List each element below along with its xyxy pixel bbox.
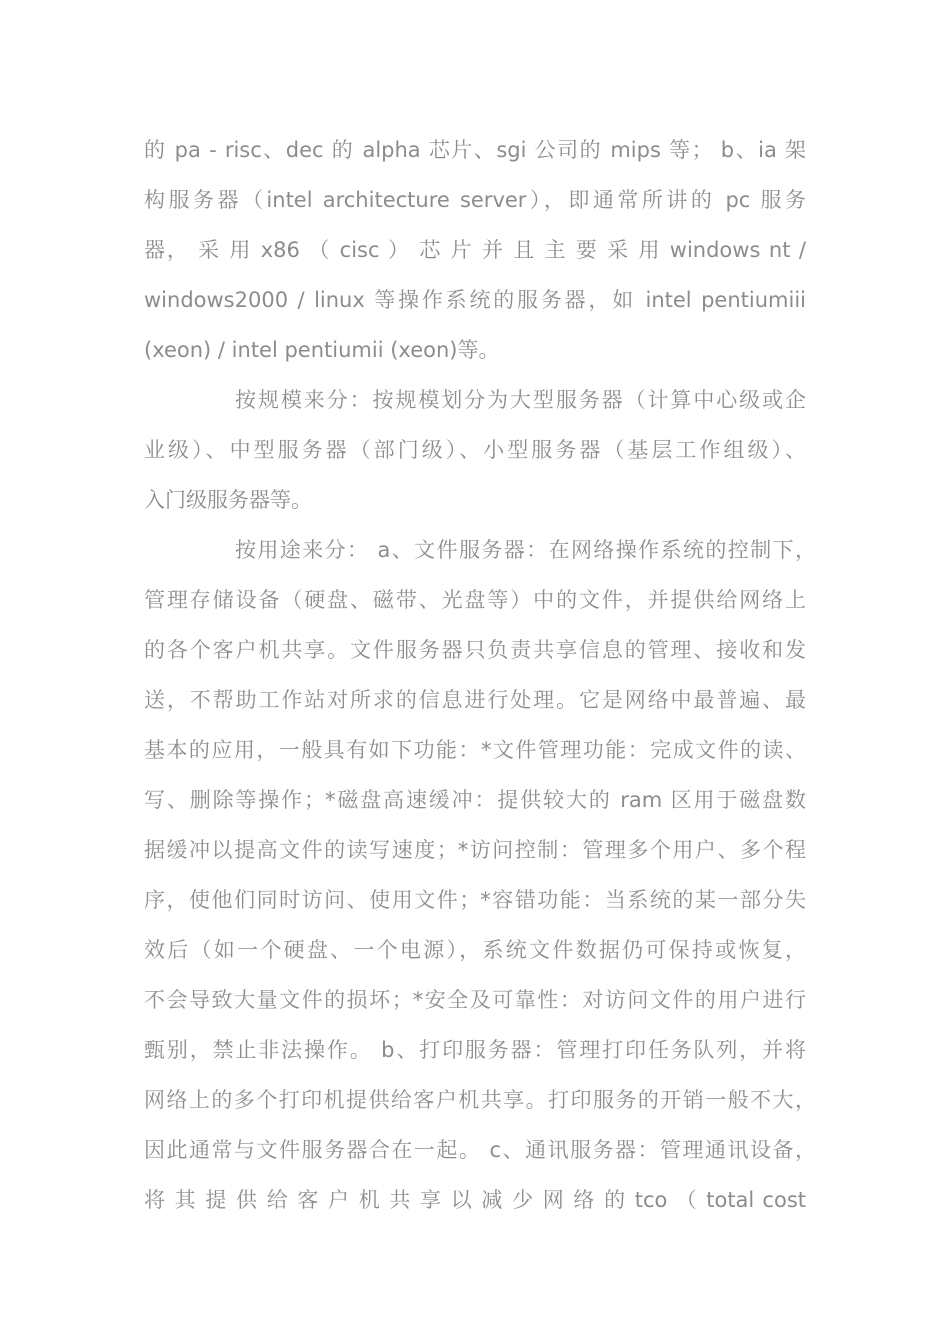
text-line-5: (xeon) / intel pentiumii (xeon)等。 [144, 338, 500, 362]
text-line-6: 按规模来分：按规模划分为大型服务器（计算中心级或企 [235, 388, 806, 412]
text-line-21: 因此通常与文件服务器合在一起。 c、通讯服务器：管理通讯设备， [144, 1138, 816, 1162]
text-line-8: 入门级服务器等。 [144, 488, 312, 512]
text-line-13: 基本的应用，一般具有如下功能：*文件管理功能：完成文件的读、 [144, 738, 806, 762]
text-line-3: 器， 采 用 x86 （ cisc ） 芯 片 并 且 主 要 采 用 windows nt / [144, 238, 806, 262]
text-line-2: 构服务器（intel architecture server），即通常所讲的 pc 服务 [144, 188, 806, 212]
text-line-20: 网络上的多个打印机提供给客户机共享。打印服务的开销一般不大， [144, 1088, 816, 1112]
text-line-1: 的 pa - risc、dec 的 alpha 芯片、sgi 公司的 mips 等； b、ia 架 [144, 138, 806, 162]
text-line-4: windows2000 / linux 等操作系统的服务器，如 intel pentiumiii [144, 288, 806, 312]
text-line-17: 效后（如一个硬盘、一个电源），系统文件数据仍可保持或恢复， [144, 938, 806, 962]
text-line-7: 业级）、中型服务器（部门级）、小型服务器（基层工作组级）、 [144, 438, 806, 462]
text-line-10: 管理存储设备（硬盘、磁带、光盘等）中的文件，并提供给网络上 [144, 588, 806, 612]
text-line-12: 送，不帮助工作站对所求的信息进行处理。它是网络中最普遍、最 [144, 688, 806, 712]
text-line-19: 甄别，禁止非法操作。 b、打印服务器：管理打印任务队列，并将 [144, 1038, 806, 1062]
text-line-18: 不会导致大量文件的损坏；*安全及可靠性：对访问文件的用户进行 [144, 988, 806, 1012]
text-line-15: 据缓冲以提高文件的读写速度；*访问控制：管理多个用户、多个程 [144, 838, 806, 862]
text-line-22: 将 其 提 供 给 客 户 机 共 享 以 减 少 网 络 的 tco （ total cost [144, 1188, 806, 1212]
text-line-16: 序，使他们同时访问、使用文件；*容错功能：当系统的某一部分失 [144, 888, 806, 912]
text-line-11: 的各个客户机共享。文件服务器只负责共享信息的管理、接收和发 [144, 638, 806, 662]
text-line-14: 写、删除等操作；*磁盘高速缓冲：提供较大的 ram 区用于磁盘数 [144, 788, 806, 812]
text-line-9: 按用途来分： a、文件服务器：在网络操作系统的控制下， [235, 538, 816, 562]
